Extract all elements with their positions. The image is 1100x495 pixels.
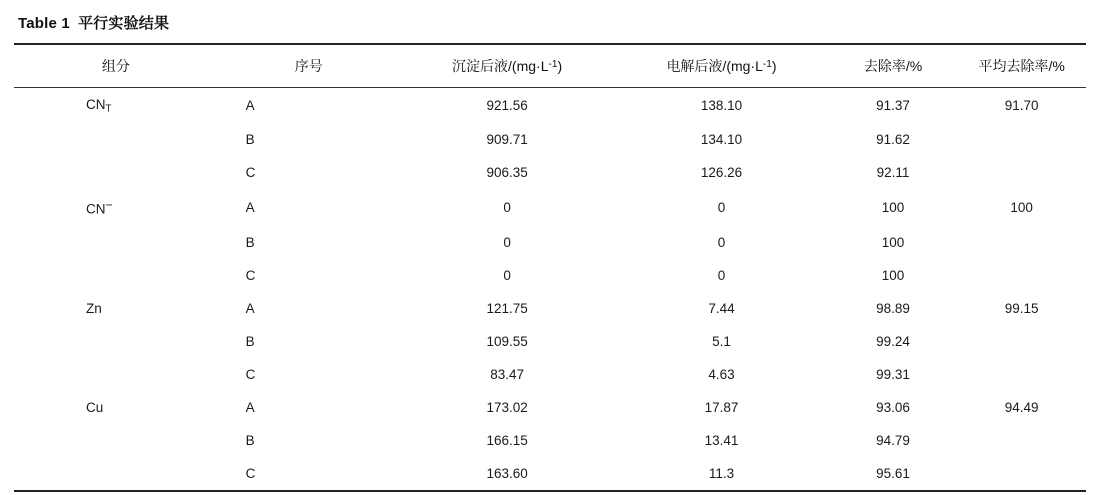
cell-average-removal-rate	[957, 156, 1086, 189]
cell-precipitate: 109.55	[486, 333, 528, 349]
cell-electrolysis: 0	[717, 234, 726, 250]
cell-electrolysis: 17.87	[704, 399, 739, 415]
cell-removal-rate: 93.06	[876, 399, 910, 415]
caption-label: Table 1	[18, 15, 70, 32]
table-row	[14, 358, 1086, 391]
cell-precipitate: 166.15	[486, 432, 528, 448]
cell-electrolysis: 0	[717, 267, 726, 283]
table-row	[14, 189, 1086, 225]
cell-electrolysis: 5.1	[712, 333, 731, 349]
cell-removal-rate: 91.37	[876, 98, 910, 114]
header-precipitate-exponent: -1	[548, 58, 558, 70]
cell-removal-rate: 100	[881, 267, 905, 283]
table-row	[14, 457, 1086, 491]
header-average-removal-rate: 平均去除率/%	[957, 44, 1086, 88]
table-row	[14, 88, 1086, 124]
cell-precipitate: 121.75	[486, 300, 528, 316]
header-precipitate-text: 沉淀后液/(mg·L	[452, 58, 549, 74]
cell-precipitate: 921.56	[486, 98, 528, 114]
cell-electrolysis: 134.10	[700, 132, 743, 148]
cell-average-removal-rate	[957, 259, 1086, 292]
header-electrolysis	[614, 44, 828, 88]
cell-sequence: A	[245, 399, 255, 415]
cell-sequence: C	[245, 465, 256, 481]
table-caption	[14, 0, 1086, 43]
cell-removal-rate: 91.62	[876, 132, 910, 148]
results-table	[14, 43, 1086, 492]
cell-component	[14, 391, 218, 424]
cell-sequence: C	[245, 165, 256, 181]
cell-electrolysis: 11.3	[708, 465, 735, 481]
cell-component	[14, 88, 218, 124]
header-component: 组分	[14, 44, 218, 88]
caption-title: 平行实验结果	[77, 15, 170, 32]
cell-electrolysis: 4.63	[708, 366, 735, 382]
cell-precipitate: 906.35	[486, 165, 528, 181]
cell-precipitate: 173.02	[486, 399, 528, 415]
cell-sequence: B	[245, 333, 255, 349]
cell-average-removal-rate	[957, 325, 1086, 358]
component-superscript: −	[105, 198, 113, 213]
cell-component	[14, 292, 218, 325]
cell-electrolysis: 13.41	[704, 432, 739, 448]
table-row	[14, 391, 1086, 424]
header-row	[14, 44, 1086, 88]
cell-component	[14, 325, 218, 358]
header-precipitate	[400, 44, 614, 88]
table-row	[14, 325, 1086, 358]
cell-electrolysis: 138.10	[700, 98, 743, 114]
cell-component	[14, 358, 218, 391]
cell-component	[14, 457, 218, 491]
cell-sequence: B	[245, 234, 255, 250]
cell-sequence: B	[245, 132, 255, 148]
cell-removal-rate: 100	[881, 200, 905, 216]
cell-removal-rate: 99.31	[876, 366, 910, 382]
cell-precipitate: 909.71	[486, 132, 528, 148]
cell-precipitate: 83.47	[490, 366, 524, 382]
cell-sequence: B	[245, 432, 255, 448]
header-electrolysis-end: )	[771, 58, 777, 74]
cell-sequence: A	[245, 200, 255, 216]
cell-removal-rate: 100	[881, 234, 905, 250]
cell-component	[14, 424, 218, 457]
cell-removal-rate: 99.24	[876, 333, 910, 349]
table-row	[14, 292, 1086, 325]
header-electrolysis-text: 电解后液/(mg·L	[666, 58, 763, 74]
cell-average-removal-rate	[957, 226, 1086, 259]
header-removal-rate: 去除率/%	[829, 44, 958, 88]
component-symbol: Zn	[86, 300, 102, 316]
header-sequence: 序号	[218, 44, 400, 88]
cell-component	[14, 156, 218, 189]
cell-component	[14, 226, 218, 259]
cell-average-removal-rate: 91.70	[1004, 98, 1039, 114]
cell-removal-rate: 98.89	[876, 300, 910, 316]
cell-average-removal-rate	[957, 457, 1086, 491]
component-symbol: Cu	[86, 399, 104, 415]
cell-component	[14, 123, 218, 156]
cell-average-removal-rate	[957, 358, 1086, 391]
table-row	[14, 226, 1086, 259]
component-symbol: CN	[86, 97, 106, 112]
cell-component	[14, 259, 218, 292]
cell-precipitate: 163.60	[486, 465, 528, 481]
cell-electrolysis: 0	[717, 200, 726, 216]
table-row	[14, 156, 1086, 189]
cell-sequence: A	[245, 98, 255, 114]
header-precipitate-end: )	[557, 58, 563, 74]
table-row	[14, 123, 1086, 156]
cell-sequence: C	[245, 366, 256, 382]
cell-electrolysis: 7.44	[708, 300, 735, 316]
cell-average-removal-rate: 94.49	[1004, 399, 1039, 415]
cell-sequence: C	[245, 267, 256, 283]
table-header	[14, 44, 1086, 88]
cell-average-removal-rate: 99.15	[1004, 300, 1039, 316]
cell-removal-rate: 95.61	[876, 465, 910, 481]
cell-precipitate: 0	[503, 200, 511, 216]
table-row	[14, 259, 1086, 292]
component-symbol: CN	[86, 201, 106, 217]
cell-electrolysis: 126.26	[700, 165, 743, 181]
cell-average-removal-rate	[957, 123, 1086, 156]
header-electrolysis-exponent: -1	[762, 58, 772, 70]
cell-precipitate: 0	[503, 267, 511, 283]
table-row	[14, 424, 1086, 457]
table-body	[14, 88, 1086, 491]
cell-component	[14, 189, 218, 225]
cell-removal-rate: 94.79	[876, 432, 910, 448]
cell-removal-rate: 92.11	[876, 165, 910, 181]
component-subscript: T	[105, 103, 112, 115]
cell-precipitate: 0	[503, 234, 511, 250]
cell-average-removal-rate: 100	[1010, 200, 1033, 216]
cell-average-removal-rate	[957, 424, 1086, 457]
cell-sequence: A	[245, 300, 255, 316]
